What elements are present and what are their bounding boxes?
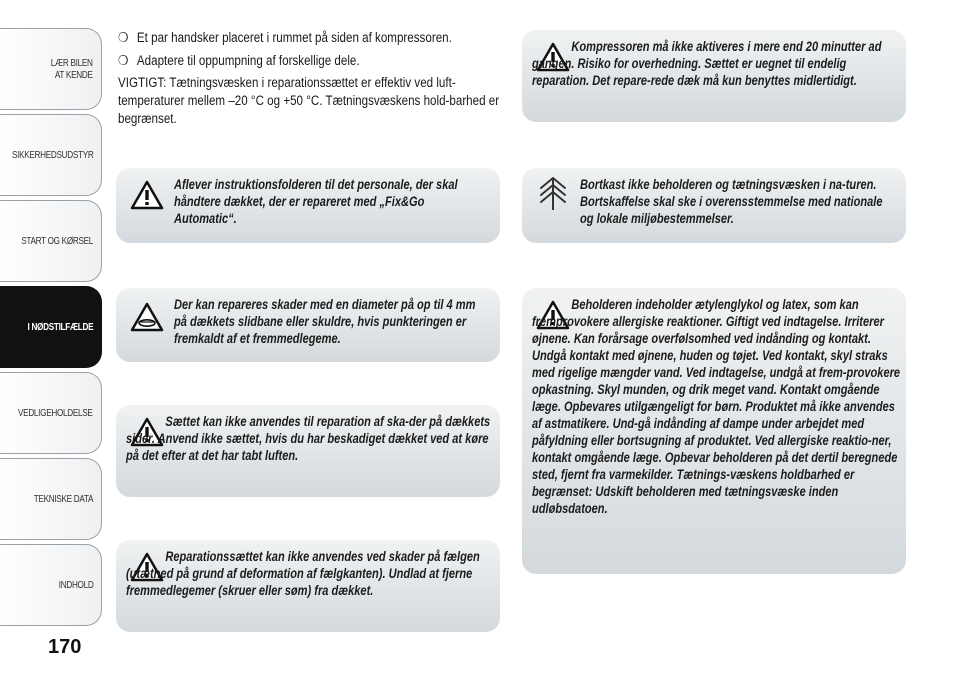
warning-text: Beholderen indeholder ætylenglykol og latex, som kan fremprovokere allergiske reaktioner. Giftigt ved indtagelse. Irriterer øjnene. Kan forårsage overfølsomhed ved indånding og kontakt. Undgå kontakt med øjnene, huden og tøjet. Ved kontakt, skyl straks med rigelige mængder vand. Ved indtagelse, undgå at frem-provokere opkastning. Skyl munden, og drik meget vand. Kontakt omgående læge. Opbevares utilgængeligt for børn. Produktet må ikke anvendes af astmatikere. Und-gå indånding af dampe under arbejdet med påfyldning eller bortsugning af produktet. Ved allergiske reaktio-ner, kontakt omgående læge. Opbevar beholderen på det dertil beregnede sted, fjernt fra varmekilder. Tætnings-væskens holdbarhed er begrænset: Udskift beholderen med tætningsvæske inden udløbsdatoen. xyxy=(532,297,901,516)
tab-label: START OG KØRSEL xyxy=(21,235,93,247)
warning-text: Der kan repareres skader med en diameter på op til 4 mm på dækkets slidbane eller skuldre, hvis punkteringen er fremkaldt af et fremmedlegeme. xyxy=(174,297,476,346)
warning-box-side-damage xyxy=(116,405,500,497)
warning-triangle-icon xyxy=(130,180,164,210)
tab-indhold[interactable] xyxy=(0,544,102,626)
tab-label: TEKNISKE DATA xyxy=(33,493,93,505)
warning-box-compressor xyxy=(522,30,906,122)
circle-bullet-icon: ❍ xyxy=(118,53,129,68)
tab-vedligeholdelse[interactable] xyxy=(0,372,102,454)
bullet-text: Adaptere til oppumpning af forskellige dele. xyxy=(136,53,360,68)
bullet-text: Et par handsker placeret i rummet på siden af kompressoren. xyxy=(136,30,452,45)
warning-box-chemical-hazard xyxy=(522,288,906,574)
warning-text: Reparationssættet kan ikke anvendes ved skader på fælgen (utæthed på grund af deformation af fælgkanten). Undlad at fjerne fremmedlegemer (skruer eller søm) fra dækket. xyxy=(126,549,480,598)
bullet-list xyxy=(118,28,508,74)
tab-label: SIKKERHEDSUDSTYR xyxy=(11,149,93,161)
warning-box-repair-size xyxy=(116,288,500,362)
tab-label: I NØDSTILFÆLDE xyxy=(27,321,93,333)
warning-text: Aflever instruktionsfolderen til det personale, der skal håndtere dækket, der er repareret med „Fix&Go Automatic“. xyxy=(174,177,458,226)
tab-start-og-korsel[interactable] xyxy=(0,200,102,282)
warning-box-instructions xyxy=(116,168,500,243)
tab-sikkerhedsudstyr[interactable] xyxy=(0,114,102,196)
list-item xyxy=(118,51,507,70)
tab-laer-bilen-at-kende[interactable] xyxy=(0,28,102,110)
environment-tree-icon xyxy=(536,176,570,212)
tyre-warning-icon xyxy=(130,302,164,332)
tab-label: INDHOLD xyxy=(58,579,93,591)
warning-text: Kompressoren må ikke aktiveres i mere end 20 minutter ad gangen. Risiko for overhedning. Sættet er uegnet til endelig reparation. Det repare-rede dæk må kun benyttes midlertidigt. xyxy=(532,39,882,88)
tab-tekniske-data[interactable] xyxy=(0,458,102,540)
tab-label: LÆR BILEN AT KENDE xyxy=(51,57,93,81)
tab-i-nodstilfaelde[interactable] xyxy=(0,286,102,368)
page-number: 170 xyxy=(48,636,82,658)
chapter-tabs xyxy=(0,0,104,630)
tab-label: VEDLIGEHOLDELSE xyxy=(18,407,93,419)
important-note: VIGTIGT: Tætningsvæsken i reparationssættet er effektiv ved luft-temperaturer mellem –20 °C og +50 °C. Tætningsvæskens hold-barhed er begrænset. xyxy=(118,75,500,126)
environment-box-disposal xyxy=(522,168,906,243)
environment-text: Bortkast ikke beholderen og tætningsvæsken i na-turen. Bortskaffelse skal ske i overensstemmelse med nationale og lokale miljøbestemmelser. xyxy=(580,177,883,226)
warning-text: Sættet kan ikke anvendes til reparation af ska-der på dækkets sider. Anvend ikke sættet, hvis du har beskadiget dækket ved at køre på det efter at det har tabt luften. xyxy=(126,414,491,463)
list-item xyxy=(118,28,507,47)
warning-box-rim-damage xyxy=(116,540,500,632)
circle-bullet-icon: ❍ xyxy=(118,30,129,45)
